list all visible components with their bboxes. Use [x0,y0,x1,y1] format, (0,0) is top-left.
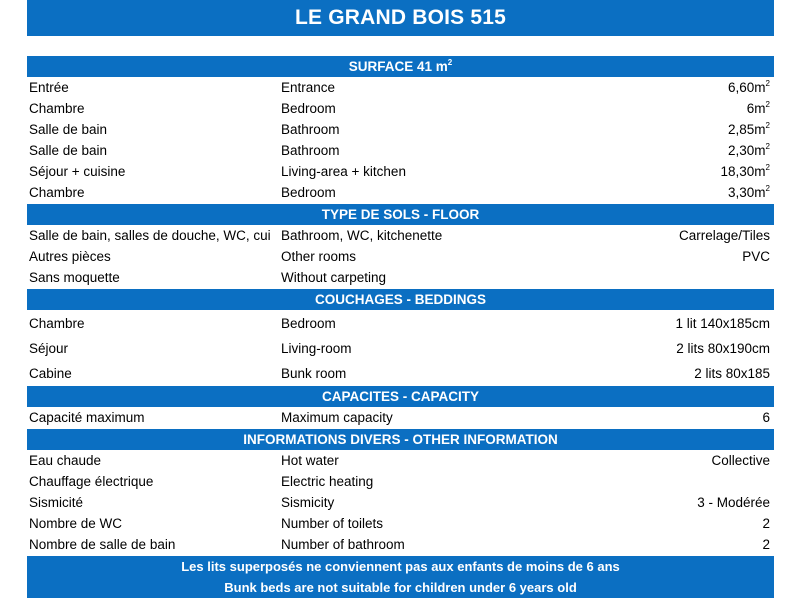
section-header-floor: TYPE DE SOLS - FLOOR [27,203,774,225]
footer-notice [27,555,774,598]
value [728,119,770,140]
label-fr: Chambre [29,185,85,200]
table-row [27,534,774,555]
label-fr: Entrée [29,80,69,95]
unit-sup: 2 [765,184,770,193]
label-en: Number of bathroom [281,537,405,552]
label-fr: Sans moquette [29,270,120,285]
table-row [27,471,774,492]
label-en: Entrance [281,80,336,95]
surface-header-sup: 2 [447,58,453,67]
label-fr: Chambre [29,101,85,116]
label-fr: Salle de bain [29,143,108,158]
footer-line-en: Bunk beds are not suitable for children under 6 years old [224,580,577,595]
table-row [27,360,774,385]
label-en: Bathroom [281,143,340,158]
unit-sup: 2 [765,142,770,151]
label-fr: Chambre [29,316,85,331]
value [728,77,770,98]
label-en: Bedroom [281,185,336,200]
footer-line-fr: Les lits superposés ne conviennent pas aux enfants de moins de 6 ans [181,559,620,574]
property-sheet [27,0,774,598]
value [728,140,770,161]
label-fr: Chauffage électrique [29,474,154,489]
unit-sup: 2 [765,121,770,130]
value: PVC [742,249,770,264]
label-en: Bathroom, WC, kitchenette [281,228,443,243]
section-header-capacity: CAPACITES - CAPACITY [27,385,774,407]
label-en: Maximum capacity [281,410,393,425]
table-row [27,119,774,140]
label-en: Bedroom [281,316,336,331]
value [747,98,770,119]
label-en: Living-room [281,341,352,356]
value: 2 lits 80x185 [694,366,770,381]
label-en: Bathroom [281,122,340,137]
label-fr: Séjour + cuisine [29,164,126,179]
label-fr: Cabine [29,366,72,381]
value: 2 [762,537,770,552]
unit-sup: 2 [765,100,770,109]
table-row [27,407,774,428]
value-text: 6,60m [728,80,766,95]
value: 3 - Modérée [697,495,770,510]
table-row [27,140,774,161]
section-header-beddings: COUCHAGES - BEDDINGS [27,288,774,310]
section-header-surface [27,55,774,77]
value-text: 6m [746,101,766,116]
table-row [27,267,774,288]
label-fr: Salle de bain [29,122,108,137]
label-en: Bedroom [281,101,336,116]
spacer [27,36,774,55]
label-fr: Salle de bain, salles de douche, WC, cui [29,228,271,243]
value [728,182,770,203]
label-fr: Eau chaude [29,453,102,468]
table-row [27,161,774,182]
table-row [27,225,774,246]
value: 2 lits 80x190cm [676,341,770,356]
table-row [27,182,774,203]
table-row [27,513,774,534]
table-row [27,77,774,98]
label-en: Without carpeting [281,270,387,285]
label-en: Bunk room [281,366,347,381]
surface-header-text: SURFACE 41 m [348,59,448,74]
label-en: Living-area + kitchen [281,164,406,179]
unit-sup: 2 [765,163,770,172]
label-fr: Sismicité [29,495,84,510]
table-row [27,492,774,513]
label-en: Number of toilets [281,516,384,531]
page-title: LE GRAND BOIS 515 [27,0,774,36]
label-fr: Nombre de WC [29,516,123,531]
value-text: 3,30m [728,185,766,200]
label-fr: Autres pièces [29,249,111,264]
label-fr: Séjour [29,341,69,356]
value-text: 18,30m [720,164,766,179]
value-text: 2,30m [728,143,766,158]
label-en: Electric heating [281,474,374,489]
label-fr: Nombre de salle de bain [29,537,176,552]
label-fr: Capacité maximum [29,410,145,425]
table-row [27,246,774,267]
value: Carrelage/Tiles [678,228,770,243]
value: 1 lit 140x185cm [675,316,770,331]
unit-sup: 2 [765,79,770,88]
table-row [27,98,774,119]
value: 6 [762,410,770,425]
label-en: Hot water [281,453,339,468]
value [721,161,770,182]
label-en: Sismicity [281,495,335,510]
section-header-other-information: INFORMATIONS DIVERS - OTHER INFORMATION [27,428,774,450]
value-text: 2,85m [728,122,766,137]
table-row [27,450,774,471]
table-row [27,335,774,360]
label-en: Other rooms [281,249,357,264]
value: Collective [711,453,770,468]
value: 2 [762,516,770,531]
table-row [27,310,774,335]
